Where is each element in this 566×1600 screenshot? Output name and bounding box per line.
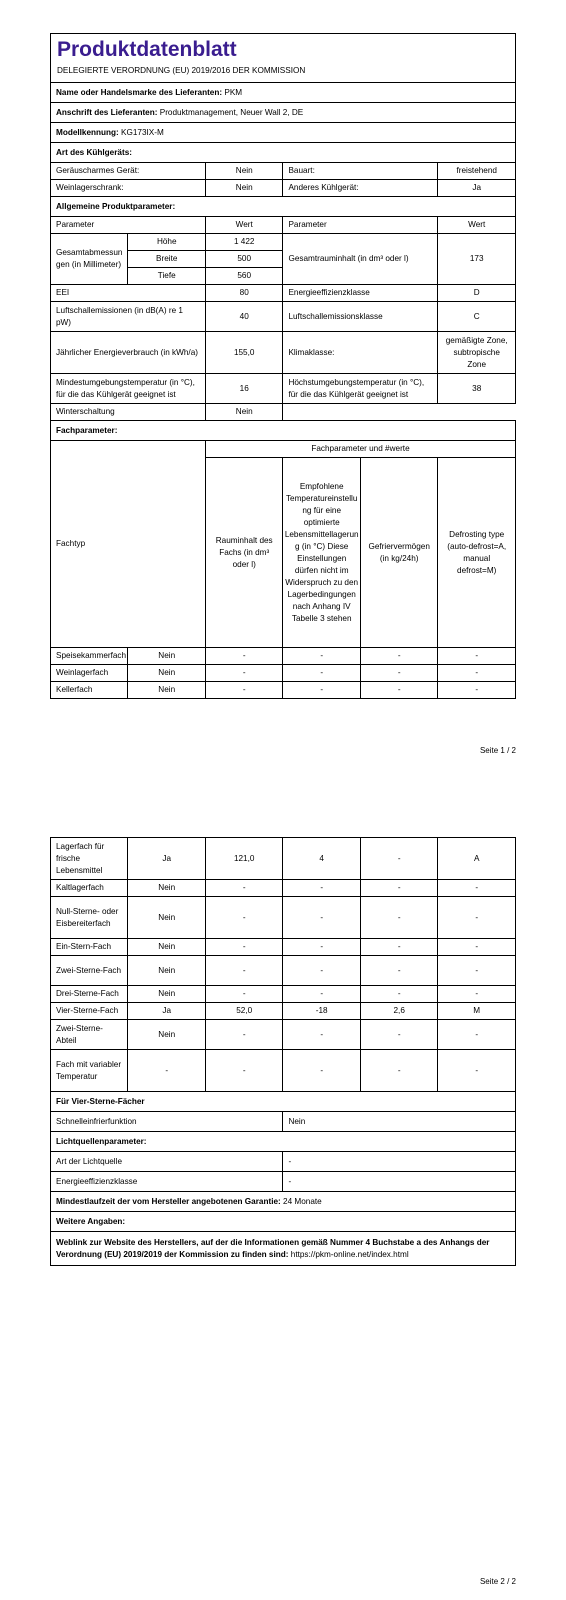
table-row bbox=[51, 648, 516, 665]
compartment-defrost: - bbox=[438, 1050, 516, 1092]
compartment-freeze: - bbox=[360, 648, 437, 665]
compartment-temp: - bbox=[283, 880, 360, 897]
supplier-name: PKM bbox=[224, 87, 243, 97]
col-value-2: Wert bbox=[438, 217, 516, 234]
compartment-defrost: M bbox=[438, 1003, 516, 1020]
compartment-name: Vier-Sterne-Fach bbox=[51, 1003, 128, 1020]
compartment-temp: - bbox=[283, 682, 360, 699]
wine-cabinet-label: Weinlagerschrank: bbox=[51, 180, 206, 197]
compartment-defrost: A bbox=[438, 838, 516, 880]
compartment-name: Speisekammerfach bbox=[51, 648, 128, 665]
energy-class-value: D bbox=[438, 285, 516, 302]
compartment-freeze: - bbox=[360, 939, 437, 956]
eei-label: EEI bbox=[51, 285, 206, 302]
climate-class-value: gemäßigte Zone, subtropische Zone bbox=[438, 332, 516, 374]
annual-energy-label: Jährlicher Energieverbrauch (in kWh/a) bbox=[51, 332, 206, 374]
compartment-present: Ja bbox=[128, 838, 205, 880]
compartment-name: Null-Sterne- oder Eisbereiterfach bbox=[51, 897, 128, 939]
quick-freeze-value: Nein bbox=[283, 1112, 516, 1132]
width-value: 500 bbox=[205, 251, 282, 268]
compartment-present: Nein bbox=[128, 1020, 205, 1050]
compartment-temp: - bbox=[283, 897, 360, 939]
supplier-name-row: Name oder Handelsmarke des Lieferanten: PKM bbox=[51, 83, 516, 103]
weblink-value[interactable]: https://pkm-online.net/index.html bbox=[290, 1249, 409, 1259]
compartment-present: Nein bbox=[128, 665, 205, 682]
compartment-volume: - bbox=[205, 956, 282, 986]
compartment-volume: - bbox=[205, 1020, 282, 1050]
design-value: freistehend bbox=[438, 163, 516, 180]
section-compartments: Fachparameter: bbox=[51, 421, 516, 441]
warranty-label: Mindestlaufzeit der vom Hersteller angebotenen Garantie: bbox=[56, 1196, 281, 1206]
col-param-2: Parameter bbox=[283, 217, 438, 234]
supplier-address-row: Anschrift des Lieferanten: Produktmanagement, Neuer Wall 2, DE bbox=[51, 103, 516, 123]
section-four-star: Für Vier-Sterne-Fächer bbox=[51, 1092, 516, 1112]
height-label: Höhe bbox=[128, 234, 205, 251]
regulation-subtitle: DELEGIERTE VERORDNUNG (EU) 2019/2016 DER KOMMISSION bbox=[51, 63, 516, 83]
compartment-temp: - bbox=[283, 1050, 360, 1092]
min-temp-label: Mindestumgebungstemperatur (in °C), für die das Kühlgerät geeignet ist bbox=[51, 374, 206, 404]
compartment-defrost: - bbox=[438, 665, 516, 682]
depth-label: Tiefe bbox=[128, 268, 205, 285]
low-noise-label: Geräuscharmes Gerät: bbox=[51, 163, 206, 180]
table-row bbox=[51, 1003, 516, 1020]
compartment-freeze: - bbox=[360, 897, 437, 939]
min-temp-value: 16 bbox=[205, 374, 282, 404]
compartment-freeze: 2,6 bbox=[360, 1003, 437, 1020]
compartment-temp: - bbox=[283, 939, 360, 956]
compartment-freeze: - bbox=[360, 682, 437, 699]
section-general: Allgemeine Produktparameter: bbox=[51, 197, 516, 217]
annual-energy-value: 155,0 bbox=[205, 332, 282, 374]
height-value: 1 422 bbox=[205, 234, 282, 251]
compartment-volume: - bbox=[205, 665, 282, 682]
max-temp-value: 38 bbox=[438, 374, 516, 404]
winter-value: Nein bbox=[205, 404, 282, 421]
compartment-temp: 4 bbox=[283, 838, 360, 880]
width-label: Breite bbox=[128, 251, 205, 268]
compartment-present: Nein bbox=[128, 648, 205, 665]
compartment-defrost: - bbox=[438, 1020, 516, 1050]
noise-value: 40 bbox=[205, 302, 282, 332]
page-1 bbox=[0, 0, 566, 780]
other-appliance-label: Anderes Kühlgerät: bbox=[283, 180, 438, 197]
compartment-freeze: - bbox=[360, 956, 437, 986]
warranty-row bbox=[51, 1192, 516, 1212]
compartment-name: Fach mit variabler Temperatur bbox=[51, 1050, 128, 1092]
compartment-temp: -18 bbox=[283, 1003, 360, 1020]
compartment-present: Nein bbox=[128, 956, 205, 986]
noise-class-value: C bbox=[438, 302, 516, 332]
compartment-volume: - bbox=[205, 648, 282, 665]
compartment-name: Lagerfach für frische Lebensmittel bbox=[51, 838, 128, 880]
compartment-group-header: Fachparameter und #werte bbox=[205, 441, 515, 458]
table-row bbox=[51, 1020, 516, 1050]
compartment-temp: - bbox=[283, 1020, 360, 1050]
compartment-volume: 52,0 bbox=[205, 1003, 282, 1020]
compartment-present: - bbox=[128, 1050, 205, 1092]
compartment-freeze: - bbox=[360, 665, 437, 682]
wine-cabinet-value: Nein bbox=[205, 180, 282, 197]
light-class-value: - bbox=[283, 1172, 516, 1192]
compartment-name: Zwei-Sterne-Abteil bbox=[51, 1020, 128, 1050]
model-id: KG173IX-M bbox=[121, 127, 164, 137]
warranty-value: 24 Monate bbox=[283, 1196, 322, 1206]
compartment-freeze: - bbox=[360, 838, 437, 880]
light-type-label: Art der Lichtquelle bbox=[51, 1152, 283, 1172]
compartment-defrost: - bbox=[438, 986, 516, 1003]
section-more-info: Weitere Angaben: bbox=[51, 1212, 516, 1232]
compartment-name: Ein-Stern-Fach bbox=[51, 939, 128, 956]
volume-label: Gesamtrauminhalt (in dm³ oder l) bbox=[283, 234, 438, 285]
compartment-volume: - bbox=[205, 1050, 282, 1092]
compartment-present: Nein bbox=[128, 986, 205, 1003]
section-light: Lichtquellenparameter: bbox=[51, 1132, 516, 1152]
compartment-defrost: - bbox=[438, 897, 516, 939]
supplier-address: Produktmanagement, Neuer Wall 2, DE bbox=[159, 107, 304, 117]
compartment-defrost: - bbox=[438, 939, 516, 956]
table-row bbox=[51, 682, 516, 699]
compartment-temp: - bbox=[283, 648, 360, 665]
compartment-present: Ja bbox=[128, 1003, 205, 1020]
col-volume-header: Rauminhalt des Fachs (in dm³ oder l) bbox=[205, 458, 282, 648]
table-row bbox=[51, 956, 516, 986]
col-freeze-header: Gefriervermögen (in kg/24h) bbox=[360, 458, 437, 648]
quick-freeze-label: Schnelleinfrierfunktion bbox=[51, 1112, 283, 1132]
col-value-1: Wert bbox=[205, 217, 282, 234]
other-appliance-value: Ja bbox=[438, 180, 516, 197]
col-param-1: Parameter bbox=[51, 217, 206, 234]
weblink-row bbox=[51, 1232, 516, 1266]
table-row bbox=[51, 838, 516, 880]
model-row: Modellkennung: KG173IX-M bbox=[51, 123, 516, 143]
table-row bbox=[51, 897, 516, 939]
datasheet-table-2 bbox=[50, 837, 516, 1266]
table-row bbox=[51, 1050, 516, 1092]
compartment-volume: - bbox=[205, 682, 282, 699]
compartment-present: Nein bbox=[128, 880, 205, 897]
table-row bbox=[51, 986, 516, 1003]
compartment-defrost: - bbox=[438, 648, 516, 665]
light-type-value: - bbox=[283, 1152, 516, 1172]
compartment-freeze: - bbox=[360, 880, 437, 897]
compartment-present: Nein bbox=[128, 897, 205, 939]
compartment-temp: - bbox=[283, 986, 360, 1003]
design-label: Bauart: bbox=[283, 163, 438, 180]
compartment-freeze: - bbox=[360, 1050, 437, 1092]
table-row bbox=[51, 665, 516, 682]
compartment-name: Kaltlagerfach bbox=[51, 880, 128, 897]
compartment-present: Nein bbox=[128, 939, 205, 956]
light-class-label: Energieeffizienzklasse bbox=[51, 1172, 283, 1192]
compartment-name: Zwei-Sterne-Fach bbox=[51, 956, 128, 986]
compartment-volume: - bbox=[205, 939, 282, 956]
section-appliance-type: Art des Kühlgeräts: bbox=[51, 143, 516, 163]
noise-label: Luftschallemissionen (in dB(A) re 1 pW) bbox=[51, 302, 206, 332]
compartment-volume: - bbox=[205, 880, 282, 897]
low-noise-value: Nein bbox=[205, 163, 282, 180]
compartment-name: Weinlagerfach bbox=[51, 665, 128, 682]
max-temp-label: Höchstumgebungstemperatur (in °C), für die das Kühlgerät geeignet ist bbox=[283, 374, 438, 404]
page-number-2: Seite 2 / 2 bbox=[479, 1577, 516, 1586]
compartment-freeze: - bbox=[360, 1020, 437, 1050]
compartment-defrost: - bbox=[438, 682, 516, 699]
col-temp-header: Empfohlene Temperatureinstellung für eine optimierte Lebensmittellagerung (in °C) Diese Einstellungen dürfen nicht im Widerspruch zu den Lagerbedingungen nach Anhang IV Tabelle 3 stehen bbox=[283, 458, 360, 648]
compartment-volume: 121,0 bbox=[205, 838, 282, 880]
weblink-label: Weblink zur Website des Herstellers, auf der die Informationen gemäß Nummer 4 Buchstabe a des Anhangs der Verordnung (EU) 2019/2019 der Kommission zu finden sind: bbox=[56, 1237, 490, 1259]
page-2 bbox=[0, 780, 566, 1600]
compartment-name: Drei-Sterne-Fach bbox=[51, 986, 128, 1003]
winter-label: Winterschaltung bbox=[51, 404, 206, 421]
compartment-type-label: Fachtyp bbox=[51, 441, 206, 648]
climate-class-label: Klimaklasse: bbox=[283, 332, 438, 374]
eei-value: 80 bbox=[205, 285, 282, 302]
col-defrost-header: Defrosting type (auto-defrost=A, manual defrost=M) bbox=[438, 458, 516, 648]
compartment-present: Nein bbox=[128, 682, 205, 699]
compartment-defrost: - bbox=[438, 880, 516, 897]
compartment-volume: - bbox=[205, 897, 282, 939]
compartment-volume: - bbox=[205, 986, 282, 1003]
volume-value: 173 bbox=[438, 234, 516, 285]
table-row bbox=[51, 880, 516, 897]
compartment-freeze: - bbox=[360, 986, 437, 1003]
compartment-temp: - bbox=[283, 956, 360, 986]
compartment-defrost: - bbox=[438, 956, 516, 986]
table-row bbox=[51, 939, 516, 956]
compartment-name: Kellerfach bbox=[51, 682, 128, 699]
noise-class-label: Luftschallemissionsklasse bbox=[283, 302, 438, 332]
page-number-1: Seite 1 / 2 bbox=[479, 746, 516, 755]
dimensions-label: Gesamtabmessungen (in Millimeter) bbox=[51, 234, 128, 285]
energy-class-label: Energieeffizienzklasse bbox=[283, 285, 438, 302]
compartment-temp: - bbox=[283, 665, 360, 682]
page-title: Produktdatenblatt bbox=[51, 34, 516, 64]
datasheet-table-1 bbox=[50, 33, 516, 699]
depth-value: 560 bbox=[205, 268, 282, 285]
